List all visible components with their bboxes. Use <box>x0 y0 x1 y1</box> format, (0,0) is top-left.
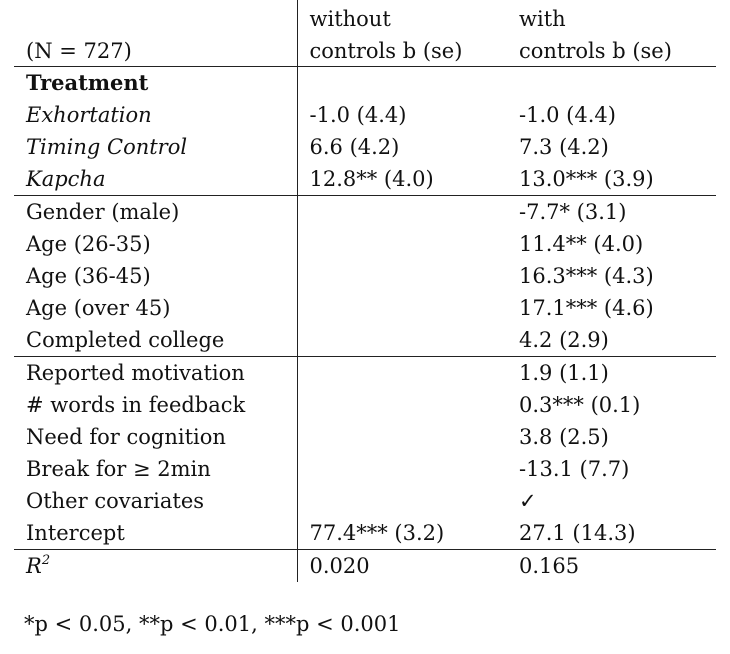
row-label: Age (26-35) <box>14 228 297 260</box>
cell-with: 27.1 (14.3) <box>519 521 636 545</box>
r-squared-superscript: 2 <box>41 553 51 568</box>
table-row <box>14 485 716 517</box>
significance-footnote: *p < 0.05, **p < 0.01, ***p < 0.001 <box>24 612 401 636</box>
cell-with: -1.0 (4.4) <box>519 103 616 127</box>
table-row <box>14 99 716 131</box>
row-label: Timing Control <box>14 131 297 163</box>
cell-with: 4.2 (2.9) <box>519 328 609 352</box>
row-label: # words in feedback <box>14 389 297 421</box>
col-without-line2: controls b (se) <box>309 39 463 63</box>
cell-with: 13.0*** (3.9) <box>519 167 654 191</box>
row-label: Break for ≥ 2min <box>14 453 297 485</box>
table-row <box>14 517 716 550</box>
cell-with: 16.3*** (4.3) <box>519 264 654 288</box>
table-row <box>14 131 716 163</box>
row-label: Exhortation <box>14 99 297 131</box>
cell-without <box>297 292 507 324</box>
row-label: Gender (male) <box>14 196 297 229</box>
table-row <box>14 196 716 229</box>
cell-without <box>297 485 507 517</box>
table-row <box>14 260 716 292</box>
cell-without: 77.4*** (3.2) <box>309 521 445 545</box>
cell-with: 0.3*** (0.1) <box>519 393 641 417</box>
table-row <box>14 324 716 357</box>
cell-without: 12.8** (4.0) <box>309 167 434 191</box>
table-row <box>14 228 716 260</box>
col-with-line1: with <box>519 7 566 31</box>
cell-without <box>297 421 507 453</box>
section-title: Treatment <box>14 67 297 100</box>
header-blank-cell <box>14 0 297 34</box>
col-without-line1: without <box>309 7 391 31</box>
cell-without <box>297 453 507 485</box>
cell-with: -13.1 (7.7) <box>519 457 630 481</box>
cell-without <box>297 228 507 260</box>
row-label: Age (36-45) <box>14 260 297 292</box>
cell-without <box>297 389 507 421</box>
header-row-1 <box>14 0 716 34</box>
cell-without: -1.0 (4.4) <box>309 103 407 127</box>
row-label: Kapcha <box>14 163 297 196</box>
row-label: Intercept <box>14 517 297 550</box>
cell-without: 0.020 <box>297 550 507 583</box>
section-row <box>14 67 716 100</box>
checkmark-cell: ✓ <box>519 489 537 513</box>
sample-size-label: (N = 727) <box>14 34 297 67</box>
table-row <box>14 163 716 196</box>
table-row <box>14 292 716 324</box>
r-squared-label: $R^2$ <box>14 550 297 583</box>
cell-without <box>297 324 507 357</box>
cell-with: 3.8 (2.5) <box>519 425 609 449</box>
table-row <box>14 389 716 421</box>
cell-with: -7.7* (3.1) <box>507 196 716 229</box>
row-label: Reported motivation <box>14 357 297 390</box>
cell-with: 7.3 (4.2) <box>519 135 609 159</box>
r-squared-row <box>14 550 716 583</box>
cell-without <box>297 260 507 292</box>
regression-table <box>14 0 716 582</box>
cell-with: 11.4** (4.0) <box>519 232 644 256</box>
cell-without <box>297 357 507 390</box>
cell-without <box>297 196 507 229</box>
table-row <box>14 357 716 390</box>
cell-with: 17.1*** (4.6) <box>519 296 654 320</box>
table-row <box>14 421 716 453</box>
row-label: Age (over 45) <box>14 292 297 324</box>
regression-table-container <box>14 0 716 582</box>
col-with-line2: controls b (se) <box>519 39 672 63</box>
row-label: Need for cognition <box>14 421 297 453</box>
cell-without: 6.6 (4.2) <box>309 135 400 159</box>
row-label: Other covariates <box>14 485 297 517</box>
row-label: Completed college <box>14 324 297 357</box>
cell-with: 1.9 (1.1) <box>507 357 716 390</box>
cell-with: 0.165 <box>507 550 716 583</box>
table-row <box>14 453 716 485</box>
header-row-2 <box>14 34 716 67</box>
